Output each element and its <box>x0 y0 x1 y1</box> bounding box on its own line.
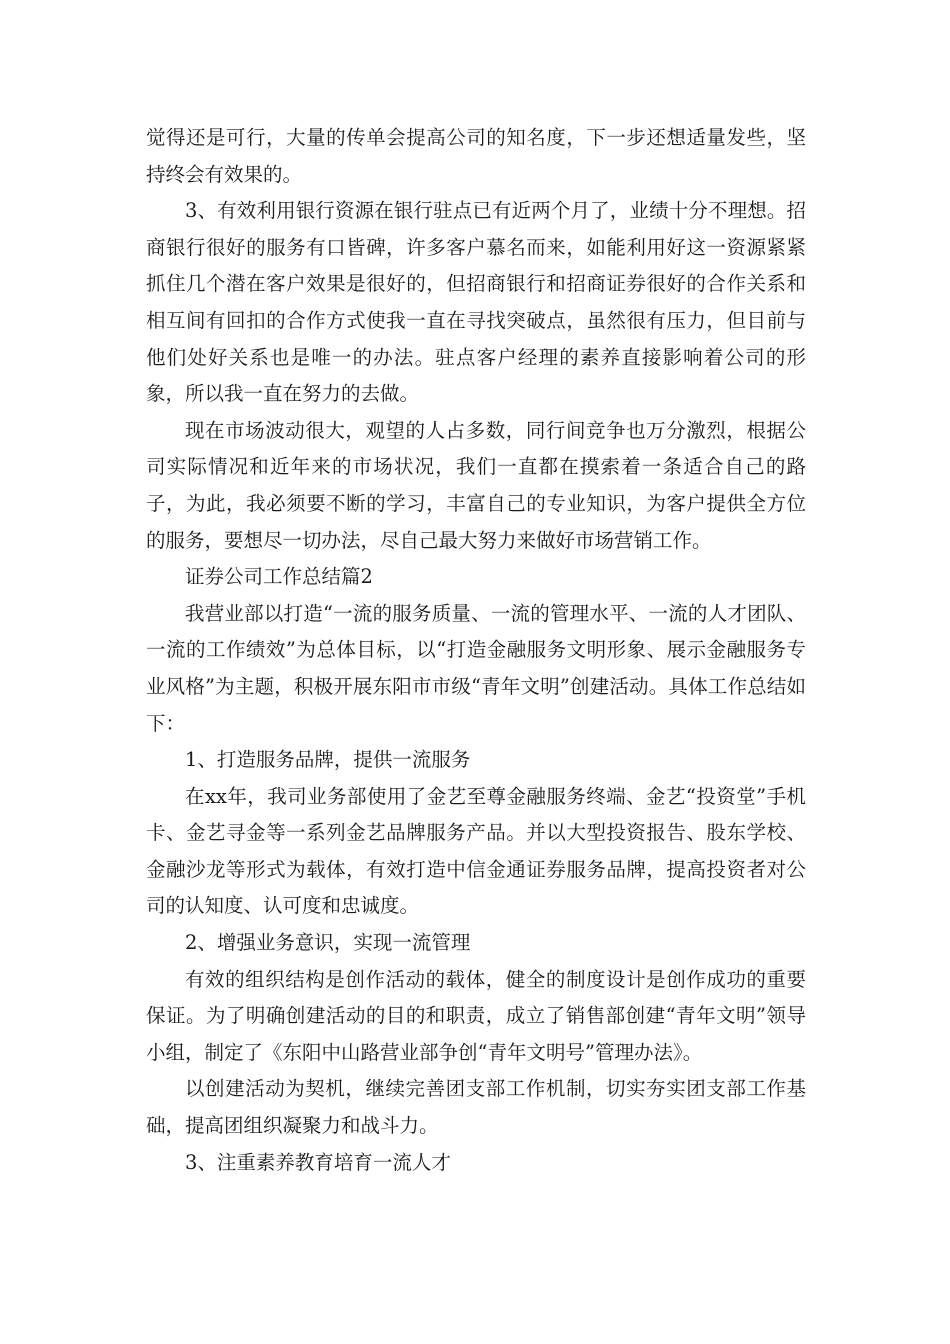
document-body <box>146 120 806 1181</box>
subheading-talent: 3、注重素养教育培育一流人才 <box>185 1150 451 1174</box>
paragraph-league-branch: 以创建活动为契机，继续完善团支部工作机制，切实夯实团支部工作基础，提高团组织凝聚力和战斗力。 <box>146 1077 806 1138</box>
paragraph-service-brand: 在xx年，我司业务部使用了金艺至尊金融服务终端、金艺“投资堂”手机卡、金艺寻金等一系列金艺品牌服务产品。并以大型投资报告、股东学校、金融沙龙等形式为载体，有效打造中信金通证券服务品牌，提高投资者对公司的认知度、认可度和忠诚度。 <box>146 784 806 918</box>
paragraph-overall-goals: 我营业部以打造“一流的服务质量、一流的管理水平、一流的人才团队、一流的工作绩效”为总体目标，以“打造金融服务文明形象、展示金融服务专业风格”为主题，积极开展东阳市市级“青年文明”创建活动。具体工作总结如下： <box>146 601 806 735</box>
paragraph-bank-resources: 3、有效利用银行资源在银行驻点已有近两个月了，业绩十分不理想。招商银行很好的服务有口皆碑，许多客户慕名而来，如能利用好这一资源紧紧抓住几个潜在客户效果是很好的，但招商银行和招商证券很好的合作关系和相互间有回扣的合作方式使我一直在寻找突破点，虽然很有压力，但目前与他们处好关系也是唯一的办法。驻点客户经理的素养直接影响着公司的形象，所以我一直在努力的去做。 <box>146 199 806 406</box>
subheading-management: 2、增强业务意识，实现一流管理 <box>185 931 471 955</box>
subheading-service-brand: 1、打造服务品牌，提供一流服务 <box>185 748 471 772</box>
paragraph-continuation: 觉得还是可行，大量的传单会提高公司的知名度，下一步还想适量发些，坚持终会有效果的。 <box>146 126 806 186</box>
paragraph-market-conditions: 现在市场波动很大，观望的人占多数，同行间竞争也万分激烈，根据公司实际情况和近年来的市场状况，我们一直都在摸索着一条适合自己的路子，为此，我必须要不断的学习，丰富自己的专业知识，为客户提供全方位的服务，要想尽一切办法，尽自己最大努力来做好市场营销工作。 <box>146 418 806 552</box>
paragraph-organization: 有效的组织结构是创作活动的载体，健全的制度设计是创作成功的重要保证。为了明确创建活动的目的和职责，成立了销售部创建“青年文明”领导小组，制定了《东阳中山路营业部争创“青年文明号”管理办法》。 <box>146 967 806 1064</box>
section-heading: 证券公司工作总结篇2 <box>185 565 373 589</box>
